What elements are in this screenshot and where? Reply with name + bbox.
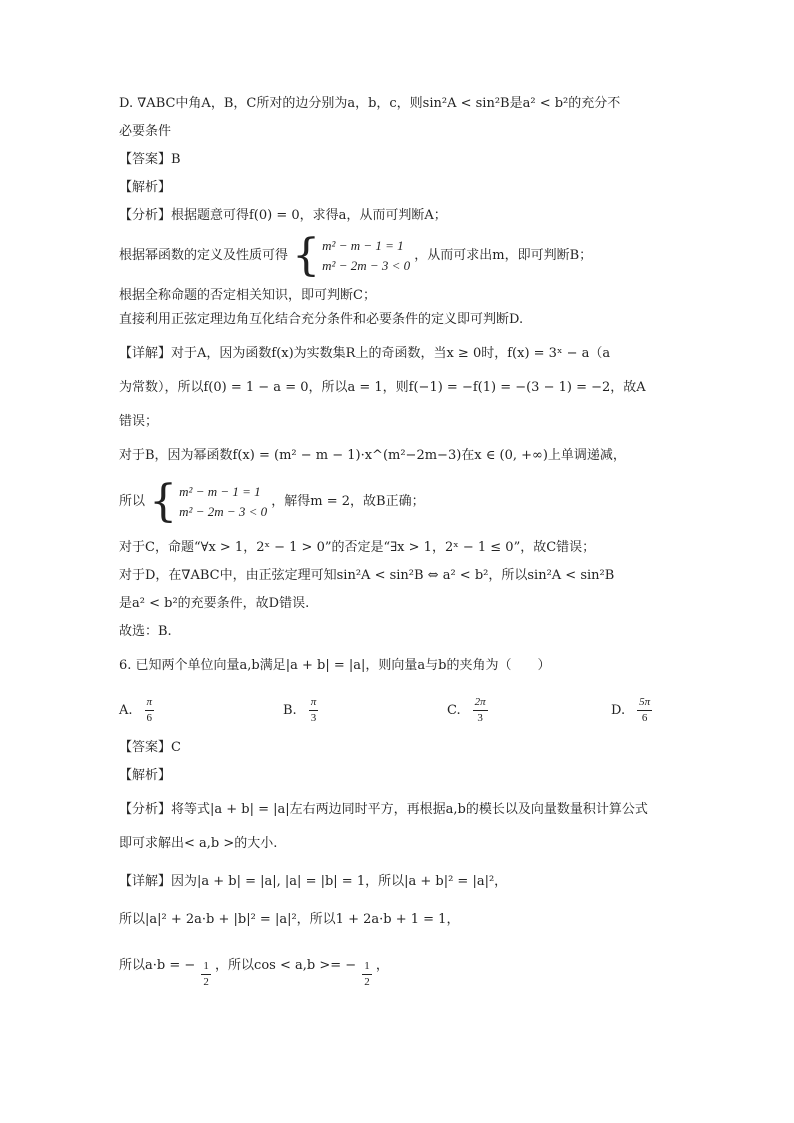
line-part-2: ，所以cos < a,b >= − bbox=[215, 958, 357, 973]
fraction-one-half bbox=[201, 959, 211, 990]
fenxi-q6-line-2: 即可求解出< a,b >的大小. bbox=[119, 836, 278, 851]
fraction-denominator: 6 bbox=[146, 711, 153, 724]
fenxi-b-line bbox=[119, 229, 679, 281]
choice-label: D. bbox=[611, 702, 626, 718]
fraction bbox=[309, 695, 319, 726]
choice-label: C. bbox=[447, 702, 461, 718]
question-6-stem: 6. 已知两个单位向量a,b满足|a + b| = |a|，则向量a与b的夹角为（ ） bbox=[119, 658, 551, 673]
fraction-denominator: 3 bbox=[477, 711, 483, 724]
fenxi-d-line: 直接利用正弦定理边角互化结合充分条件和必要条件的定义即可判断D. bbox=[119, 312, 524, 327]
fenxi-b-prefix: 根据幂函数的定义及性质可得 bbox=[119, 248, 289, 263]
fraction-denominator: 2 bbox=[364, 976, 370, 988]
detail-b-suffix: ，解得m = 2，故B正确； bbox=[271, 494, 425, 509]
detail-a-line-3: 错误； bbox=[119, 414, 159, 429]
choice-a[interactable] bbox=[119, 695, 283, 726]
fraction-one-half bbox=[362, 959, 372, 990]
detail-b-line-2 bbox=[119, 475, 679, 527]
system-row-2: m² − 2m − 3 < 0 bbox=[179, 503, 268, 519]
detail-a-line-1: 【详解】对于A，因为函数f(x)为实数集R上的奇函数，当x ≥ 0时，f(x) = 3ˣ − a（a bbox=[119, 346, 611, 361]
question-6-choices bbox=[119, 688, 679, 732]
fenxi-c-line: 根据全称命题的否定相关知识，即可判断C； bbox=[119, 288, 376, 303]
fraction-numerator: 2π bbox=[473, 695, 488, 711]
fraction-numerator: 1 bbox=[201, 959, 211, 975]
choice-d[interactable] bbox=[611, 695, 652, 726]
system-rows bbox=[322, 236, 410, 276]
detail-q6-line-3 bbox=[119, 942, 679, 990]
option-d-line-2: 必要条件 bbox=[119, 124, 172, 139]
choice-label: A. bbox=[119, 702, 133, 718]
left-brace: { bbox=[292, 229, 321, 281]
choice-b[interactable] bbox=[283, 695, 447, 726]
analysis-label-q5: 【解析】 bbox=[119, 180, 172, 195]
choice-c[interactable] bbox=[447, 695, 611, 726]
fraction bbox=[637, 695, 652, 726]
system-row-2: m² − 2m − 3 < 0 bbox=[322, 257, 411, 273]
fraction-denominator: 6 bbox=[641, 711, 648, 724]
system-row-1: m² − m − 1 = 1 bbox=[322, 237, 404, 253]
fraction-denominator: 3 bbox=[310, 711, 317, 724]
detail-q6-line-2: 所以|a|² + 2a·b + |b|² = |a|²，所以1 + 2a·b + 1 = 1， bbox=[119, 912, 460, 927]
fraction bbox=[145, 695, 155, 726]
system-rows bbox=[179, 482, 267, 522]
choice-conclusion-q5: 故选：B. bbox=[119, 624, 172, 639]
fraction bbox=[473, 695, 488, 726]
option-d-line-1: D. ∇ABC中角A，B，C所对的边分别为a，b，c，则sin²A < sin²B是a² < b²的充分不 bbox=[119, 96, 621, 111]
detail-d-line-2: 是a² < b²的充要条件，故D错误. bbox=[119, 596, 310, 611]
left-brace: { bbox=[149, 475, 178, 527]
fenxi-a-line: 【分析】根据题意可得f(0) = 0，求得a，从而可判断A； bbox=[119, 208, 447, 223]
detail-c-line: 对于C，命题“∀x > 1，2ˣ − 1 > 0”的否定是“∃x > 1，2ˣ − 1 ≤ 0”，故C错误； bbox=[119, 540, 596, 555]
analysis-label-q6: 【解析】 bbox=[119, 768, 172, 783]
document-content bbox=[119, 92, 679, 990]
fenxi-q6-line-1: 【分析】将等式|a + b| = |a|左右两边同时平方，再根据a,b的模长以及向量数量积计算公式 bbox=[119, 802, 648, 817]
line-part-3: ， bbox=[375, 958, 389, 973]
answer-label-q5: 【答案】B bbox=[119, 152, 181, 167]
detail-q6-line-1: 【详解】因为|a + b| = |a|, |a| = |b| = 1，所以|a + b|² = |a|²， bbox=[119, 874, 508, 889]
detail-d-line-1: 对于D，在∇ABC中，由正弦定理可知sin²A < sin²B ⇔ a² < b²，所以sin²A < sin²B bbox=[119, 568, 615, 583]
fraction-numerator: π bbox=[145, 695, 155, 711]
choice-label: B. bbox=[283, 702, 297, 718]
fraction-numerator: 5π bbox=[637, 695, 652, 711]
fenxi-b-suffix: ，从而可求出m，即可判断B； bbox=[414, 248, 593, 263]
answer-label-q6: 【答案】C bbox=[119, 740, 181, 755]
fenxi-b-system bbox=[292, 229, 411, 281]
detail-b-system bbox=[149, 475, 268, 527]
fraction-numerator: 1 bbox=[362, 959, 372, 975]
detail-a-line-2: 为常数），所以f(0) = 1 − a = 0，所以a = 1，则f(−1) = −f(1) = −(3 − 1) = −2，故A bbox=[119, 380, 646, 395]
fraction-denominator: 2 bbox=[203, 976, 209, 988]
line-part-1: 所以a·b = − bbox=[119, 958, 196, 973]
system-row-1: m² − m − 1 = 1 bbox=[179, 483, 261, 499]
detail-b-prefix: 所以 bbox=[119, 494, 146, 509]
detail-b-line-1: 对于B，因为幂函数f(x) = (m² − m − 1)·x^(m²−2m−3)在x ∈ (0, +∞)上单调递减， bbox=[119, 448, 626, 463]
fraction-numerator: π bbox=[309, 695, 319, 711]
